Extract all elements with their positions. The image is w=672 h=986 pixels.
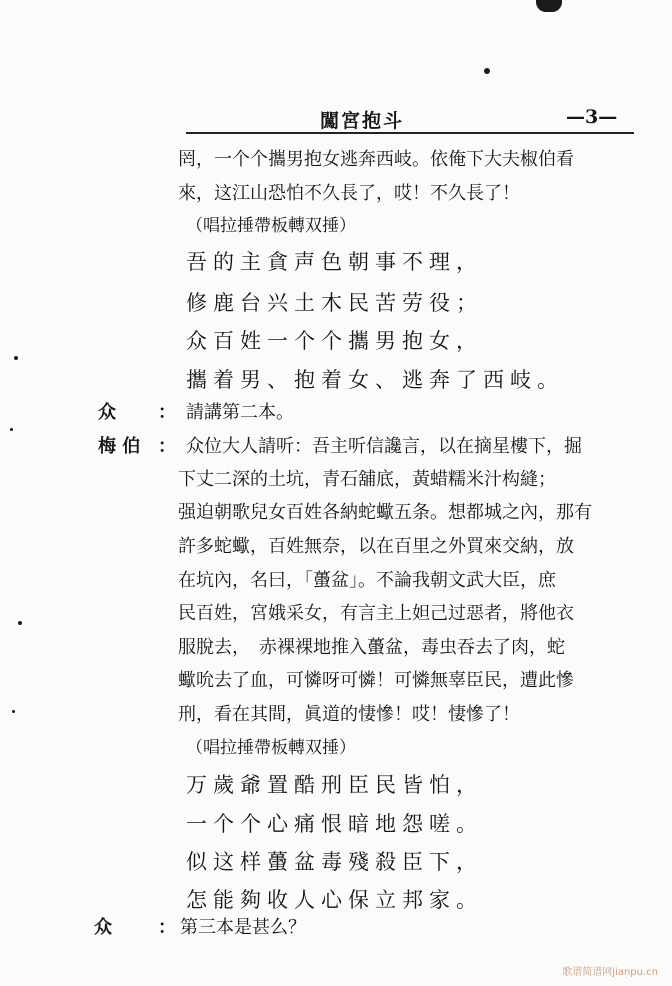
dialogue-line: 刑，看在其間，眞道的悽慘！哎！悽慘了！ bbox=[178, 704, 520, 725]
dialogue-line: 請講第二本。 bbox=[186, 402, 294, 423]
colon: ： bbox=[158, 917, 176, 938]
speaker-label: 众 bbox=[94, 917, 112, 938]
watermark-text: 歌谱简谱网 bbox=[562, 967, 613, 978]
margin-mark bbox=[10, 428, 13, 431]
dialogue-line: 蠍吮去了血，可憐呀可憐！可憐無辜臣民，遭此慘 bbox=[178, 670, 574, 691]
dialogue-line: 在坑內，名曰，「蠆盆」。不論我朝文武大臣，庶 bbox=[178, 570, 556, 591]
verse-line: 攜着男、抱着女、逃奔了西岐。 bbox=[186, 368, 564, 392]
watermark bbox=[562, 963, 658, 978]
ink-dot bbox=[484, 68, 490, 74]
stage-direction: （唱拉捶帶板轉双捶） bbox=[186, 216, 356, 236]
text-line: 來，这江山恐怕不久長了，哎！不久長了！ bbox=[178, 183, 520, 204]
dialogue-line: 强迫朝歌兒女百姓各納蛇蠍五条。想都城之內，那有 bbox=[178, 502, 592, 523]
dialogue-line: 服脫去， 赤裸裸地推入蠆盆，毒虫吞去了肉，蛇 bbox=[178, 637, 565, 658]
speaker-label: 众 bbox=[98, 402, 116, 423]
dialogue-line: 民百姓，宮娥采女，有言主上妲己过惡者，將他衣 bbox=[178, 603, 574, 624]
margin-mark bbox=[12, 710, 15, 713]
margin-mark bbox=[14, 356, 18, 360]
ink-blot bbox=[536, 0, 562, 12]
margin-mark bbox=[18, 621, 22, 625]
colon: ： bbox=[158, 402, 176, 423]
dialogue-line: 許多蛇蠍，百姓無奈，以在百里之外買來交納，放 bbox=[178, 536, 574, 557]
verse-line: 吾的主貪声色朝事不理， bbox=[186, 250, 483, 274]
verse-line: 似这样蠆盆毒殘殺臣下， bbox=[186, 850, 483, 874]
text-line: 罔，一个个攜男抱女逃奔西岐。依俺下大夫椒伯看 bbox=[178, 149, 574, 170]
colon: ： bbox=[158, 436, 176, 457]
stage-direction: （唱拉捶帶板轉双捶） bbox=[186, 738, 356, 758]
page-number: —3— bbox=[566, 106, 618, 128]
dialogue-line: 第三本是甚么？ bbox=[180, 917, 306, 938]
header-rule bbox=[186, 132, 634, 134]
dialogue-line: 下丈二深的土坑，青石舖底，黃蜡糯米汁构縫； bbox=[178, 469, 556, 490]
verse-line: 众百姓一个个攜男抱女， bbox=[186, 329, 483, 353]
speaker-label: 梅 伯 bbox=[98, 436, 141, 457]
dialogue-line: 众位大人請听：吾主听信讒言，以在摘星樓下，掘 bbox=[186, 436, 582, 457]
watermark-url: jianpu.cn bbox=[612, 967, 658, 978]
page-title: 闖宮抱斗 bbox=[320, 110, 405, 132]
verse-line: 怎能夠收人心保立邦家。 bbox=[186, 888, 483, 912]
verse-line: 一个个心痛恨暗地怨嗟。 bbox=[186, 812, 483, 836]
verse-line: 修鹿台兴土木民苦劳役； bbox=[186, 291, 483, 315]
verse-line: 万歲爺置酷刑臣民皆怕， bbox=[186, 773, 483, 797]
